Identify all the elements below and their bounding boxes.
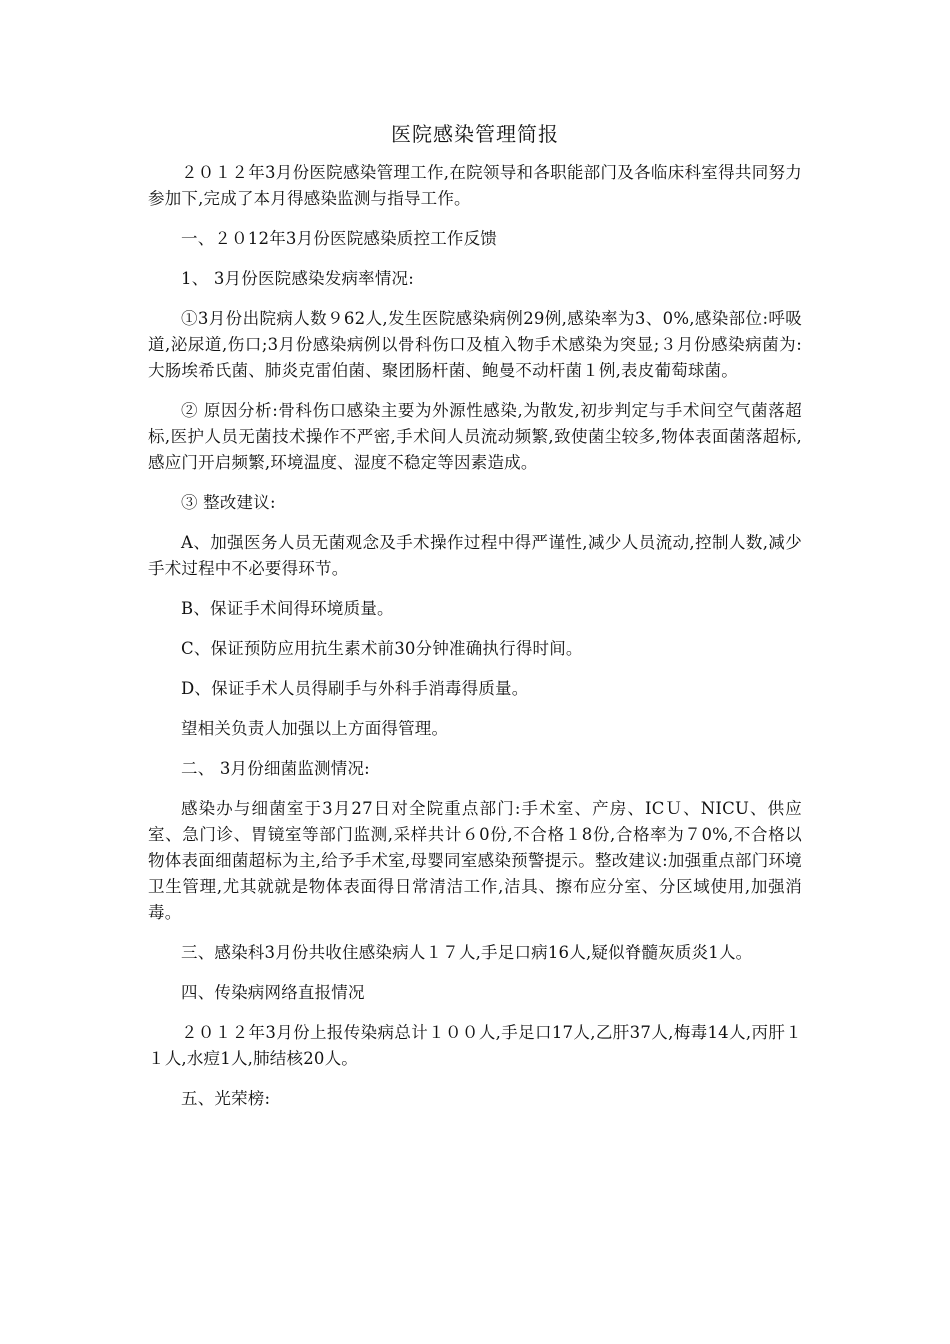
paragraph-suggestion-d: D、保证手术人员得刷手与外科手消毒得质量。 <box>181 679 529 698</box>
section-heading-4: 四、传染病网络直报情况 <box>181 983 365 1002</box>
paragraph-bacteria-monitoring: 感染办与细菌室于3月27日对全院重点部门:手术室、产房、ICＵ、NICU、供应室、急门诊、胃镜室等部门监测,采样共计６0份,不合格１8份,合格率为７0%,不合格以物体表面细菌超标为主,给予手术室,母婴同室感染预警提示。整改建议:加强重点部门环境卫生管理,尤其就就是物体表面得日常清洁工作,洁具、擦布应分室、分区域使用,加强消毒。 <box>148 799 802 922</box>
section-heading-3: 三、感染科3月份共收住感染病人１７人,手足口病16人,疑似脊髓灰质炎1人。 <box>181 943 753 962</box>
paragraph-cause-analysis: ② 原因分析:骨科伤口感染主要为外源性感染,为散发,初步判定与手术间空气菌落超标,医护人员无菌技术操作不严密,手术间人员流动频繁,致使菌尘较多,物体表面菌落超标,感应门开启频繁,环境温度、湿度不稳定等因素造成。 <box>148 401 802 472</box>
subsection-heading-1: 1、 3月份医院感染发病率情况: <box>181 269 414 288</box>
subsection-heading-suggestions: ③ 整改建议: <box>181 493 276 512</box>
section-heading-5: 五、光荣榜: <box>181 1089 271 1108</box>
paragraph-disease-report: ２０１２年3月份上报传染病总计１００人,手足口17人,乙肝37人,梅毒14人,丙肝１１人,水痘1人,肺结核20人。 <box>148 1023 802 1068</box>
document-title: 医院感染管理简报 <box>391 122 559 146</box>
section-heading-1: 一、２０12年3月份医院感染质控工作反馈 <box>181 229 497 248</box>
paragraph-management-note: 望相关负责人加强以上方面得管理。 <box>181 719 449 738</box>
paragraph-suggestion-a: A、加强医务人员无菌观念及手术操作过程中得严谨性,减少人员流动,控制人数,减少手术过程中不必要得环节。 <box>148 533 802 578</box>
paragraph-suggestion-c: C、保证预防应用抗生素术前30分钟准确执行得时间。 <box>181 639 583 658</box>
section-heading-2: 二、 3月份细菌监测情况: <box>181 759 370 778</box>
paragraph-suggestion-b: B、保证手术间得环境质量。 <box>181 599 394 618</box>
paragraph-intro: ２０１２年3月份医院感染管理工作,在院领导和各职能部门及各临床科室得共同努力参加下,完成了本月得感染监测与指导工作。 <box>148 163 802 208</box>
paragraph-infection-rate: ①3月份出院病人数９62人,发生医院感染病例29例,感染率为3、0%,感染部位:呼吸道,泌尿道,伤口;3月份感染病例以骨科伤口及植入物手术感染为突显;３月份感染病菌为:大肠埃希氏菌、肺炎克雷伯菌、聚团肠杆菌、鲍曼不动杆菌１例,表皮葡萄球菌。 <box>148 309 802 380</box>
